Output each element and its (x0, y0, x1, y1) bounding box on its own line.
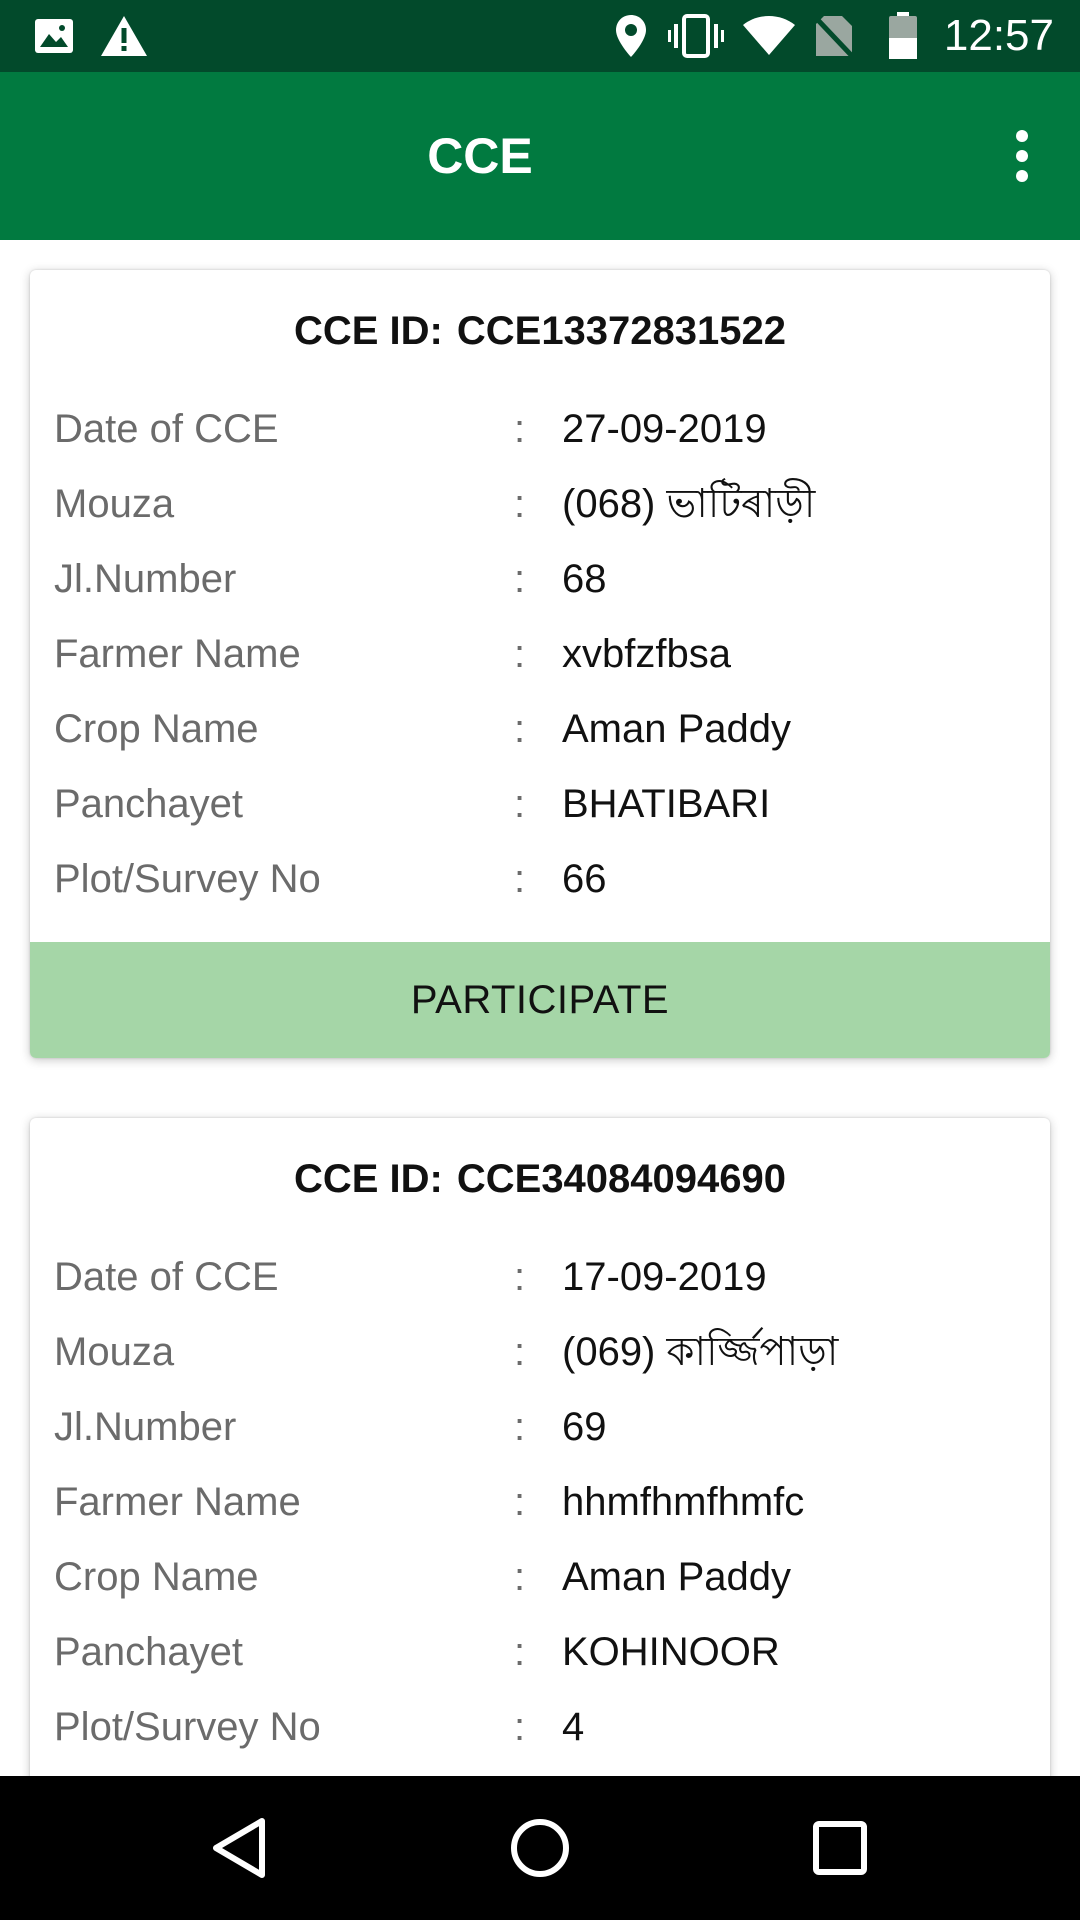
card-header (30, 1118, 1050, 1240)
field-jl-number (30, 542, 1050, 617)
field-separator: : (514, 482, 526, 526)
more-vert-dot (1016, 170, 1028, 182)
cce-id-label: CCE ID: (293, 308, 443, 353)
status-bar (0, 0, 1080, 72)
field-separator: : (514, 782, 526, 826)
field-list (30, 392, 1050, 917)
field-label: Date of CCE (54, 1255, 279, 1299)
wifi-icon (742, 0, 796, 72)
field-value: (069) কার্জ্জিপাড়া (562, 1330, 839, 1374)
field-date (30, 1240, 1050, 1315)
field-label: Crop Name (54, 1555, 259, 1599)
cce-id-label: CCE ID: (293, 1156, 443, 1201)
field-separator: : (514, 707, 526, 751)
cce-card (30, 270, 1050, 1058)
field-separator: : (514, 1330, 526, 1374)
cce-id-value: CCE13372831522 (456, 308, 787, 353)
field-separator: : (514, 1630, 526, 1674)
field-label: Panchayet (54, 1630, 244, 1674)
field-separator: : (514, 1480, 526, 1524)
more-options-button[interactable] (982, 116, 1062, 196)
field-separator: : (514, 1255, 526, 1299)
field-label: Mouza (54, 1330, 175, 1374)
participate-button[interactable]: PARTICIPATE (30, 942, 1050, 1058)
field-separator: : (514, 857, 526, 901)
image-icon (34, 0, 74, 72)
field-panchayet (30, 767, 1050, 842)
field-separator: : (514, 407, 526, 451)
navigation-bar (0, 1776, 1080, 1920)
field-label: Jl.Number (54, 557, 237, 601)
cce-card (30, 1118, 1050, 1776)
field-value: 68 (562, 557, 607, 601)
field-value: 66 (562, 857, 607, 901)
field-label: Plot/Survey No (54, 1705, 321, 1749)
home-icon (508, 1816, 572, 1880)
field-value: BHATIBARI (562, 782, 771, 826)
field-separator: : (514, 1705, 526, 1749)
field-plot-survey-no (30, 1690, 1050, 1765)
app-bar (0, 72, 1080, 240)
recents-button[interactable] (760, 1776, 920, 1920)
field-date (30, 392, 1050, 467)
field-separator: : (514, 557, 526, 601)
more-vert-icon (1016, 130, 1028, 142)
field-value: (068) ভাটিৰাড়ী (562, 482, 816, 526)
field-label: Farmer Name (54, 632, 301, 676)
field-mouza (30, 467, 1050, 542)
field-label: Mouza (54, 482, 175, 526)
field-value: Aman Paddy (562, 707, 792, 751)
home-button[interactable] (460, 1776, 620, 1920)
field-farmer-name (30, 1465, 1050, 1540)
field-jl-number (30, 1390, 1050, 1465)
app-title: CCE (427, 128, 533, 184)
field-label: Farmer Name (54, 1480, 301, 1524)
cce-list[interactable] (0, 240, 1080, 1776)
back-icon (210, 1816, 270, 1880)
field-value: 69 (562, 1405, 607, 1449)
recents-icon (810, 1818, 870, 1878)
location-icon (614, 0, 648, 72)
field-value: 27-09-2019 (562, 407, 767, 451)
field-value: KOHINOOR (562, 1630, 780, 1674)
field-value: 17-09-2019 (562, 1255, 767, 1299)
field-value: hhmfhmfhmfc (562, 1480, 805, 1524)
field-separator: : (514, 1405, 526, 1449)
field-plot-survey-no (30, 842, 1050, 917)
cce-id-value: CCE34084094690 (456, 1156, 787, 1201)
field-crop-name (30, 692, 1050, 767)
field-label: Crop Name (54, 707, 259, 751)
card-header (30, 270, 1050, 392)
no-sim-icon (814, 0, 854, 72)
field-value: 4 (562, 1705, 585, 1749)
battery-icon (888, 0, 918, 72)
field-panchayet (30, 1615, 1050, 1690)
field-label: Date of CCE (54, 407, 279, 451)
field-label: Jl.Number (54, 1405, 237, 1449)
field-separator: : (514, 632, 526, 676)
warning-icon (100, 0, 148, 72)
field-farmer-name (30, 617, 1050, 692)
field-value: xvbfzfbsa (562, 632, 731, 676)
status-time: 12:57 (943, 11, 1054, 60)
field-crop-name (30, 1540, 1050, 1615)
field-separator: : (514, 1555, 526, 1599)
vibrate-icon (668, 0, 724, 72)
field-mouza (30, 1315, 1050, 1390)
field-list (30, 1240, 1050, 1765)
field-label: Panchayet (54, 782, 244, 826)
back-button[interactable] (160, 1776, 320, 1920)
more-vert-dot (1016, 150, 1028, 162)
field-value: Aman Paddy (562, 1555, 792, 1599)
field-label: Plot/Survey No (54, 857, 321, 901)
